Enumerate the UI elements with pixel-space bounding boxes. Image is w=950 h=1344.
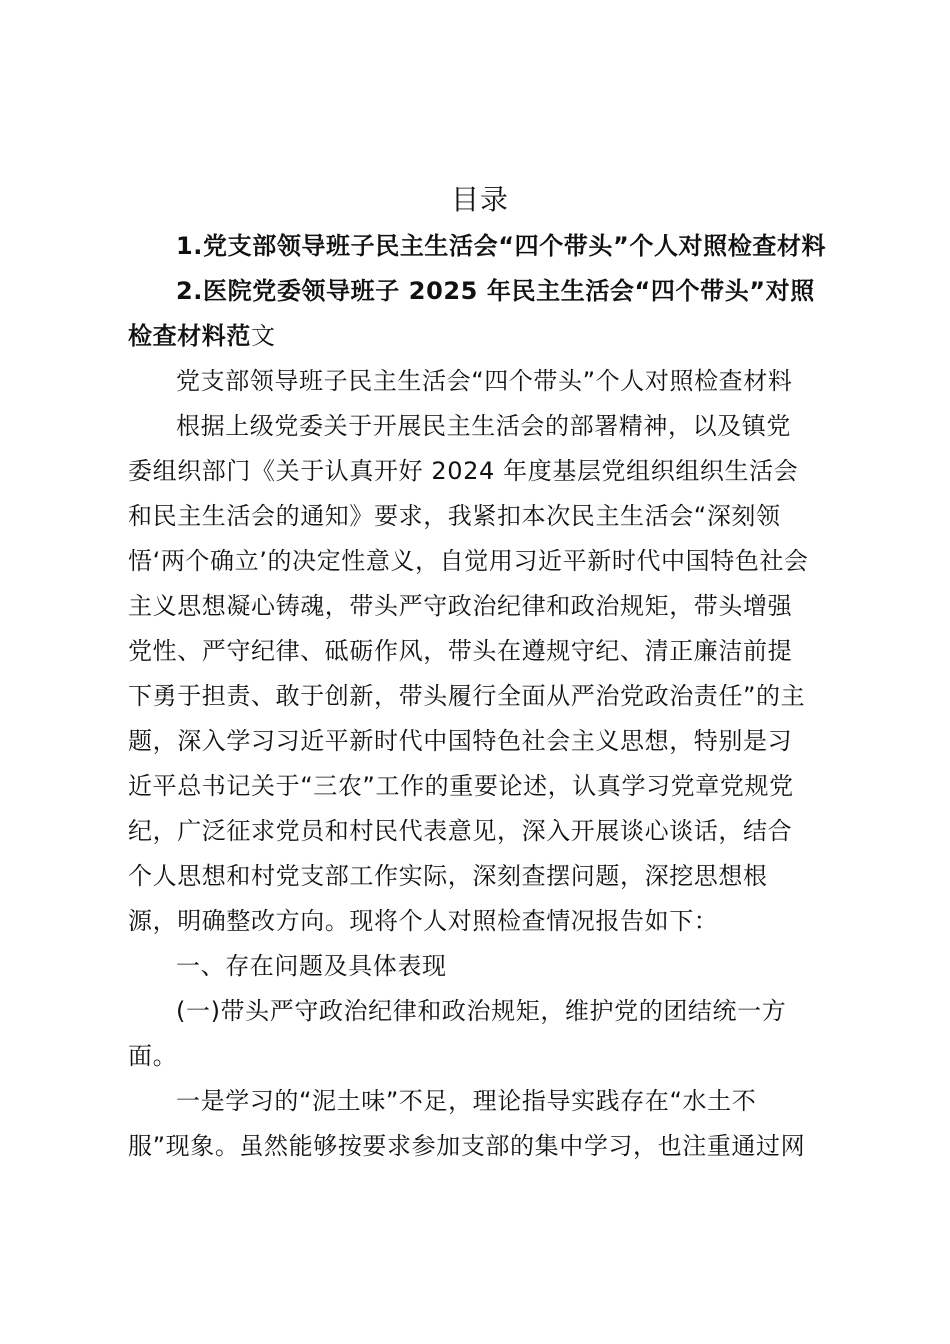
body-line-3: 和民主生活会的通知》要求，我紧扣本次民主生活会“深刻领 <box>128 502 781 530</box>
body-line-1: 根据上级党委关于开展民主生活会的部署精神，以及镇党 <box>176 412 791 440</box>
subsection-1-line-1: (一)带头严守政治纪律和政治规矩，维护党的团结统一方 <box>176 997 787 1025</box>
toc-item-2-line-2-bold: 检查材料范 <box>128 322 251 350</box>
body-line-10: 纪，广泛征求党员和村民代表意见，深入开展谈心谈话，结合 <box>128 817 793 845</box>
toc-item-2-line-1: 2.医院党委领导班子 2025 年民主生活会“四个带头”对照 <box>176 277 815 305</box>
body-line-11: 个人思想和村党支部工作实际，深刻查摆问题，深挖思想根 <box>128 862 768 890</box>
body-line-2: 委组织部门《关于认真开好 2024 年度基层党组织组织生活会 <box>128 457 799 485</box>
body-line-8: 题，深入学习习近平新时代中国特色社会主义思想，特别是习 <box>128 727 793 755</box>
toc-title: 目录 <box>450 183 509 216</box>
toc-item-2-line-2 <box>128 321 276 351</box>
subsection-1-line-2: 面。 <box>128 1042 178 1070</box>
paragraph-2-line-2: 服”现象。虽然能够按要求参加支部的集中学习，也注重通过网 <box>128 1132 806 1160</box>
body-line-12: 源，明确整改方向。现将个人对照检查情况报告如下： <box>128 907 719 935</box>
body-line-4: 悟‘两个确立’的决定性意义，自觉用习近平新时代中国特色社会 <box>128 547 809 575</box>
toc-item-2-line-2-normal: 文 <box>251 322 276 350</box>
body-heading: 党支部领导班子民主生活会“四个带头”个人对照检查材料 <box>176 367 793 395</box>
section-heading-1: 一、存在问题及具体表现 <box>176 952 447 980</box>
body-line-6: 党性、严守纪律、砥砺作风，带头在遵规守纪、清正廉洁前提 <box>128 637 793 665</box>
toc-item-1: 1.党支部领导班子民主生活会“四个带头”个人对照检查材料 <box>176 232 827 260</box>
body-line-7: 下勇于担责、敢于创新，带头履行全面从严治党政治责任”的主 <box>128 682 806 710</box>
body-line-5: 主义思想凝心铸魂，带头严守政治纪律和政治规矩，带头增强 <box>128 592 793 620</box>
body-line-9: 近平总书记关于“三农”工作的重要论述，认真学习党章党规党 <box>128 772 794 800</box>
paragraph-2-line-1: 一是学习的“泥土味”不足，理论指导实践存在“水土不 <box>176 1087 757 1115</box>
